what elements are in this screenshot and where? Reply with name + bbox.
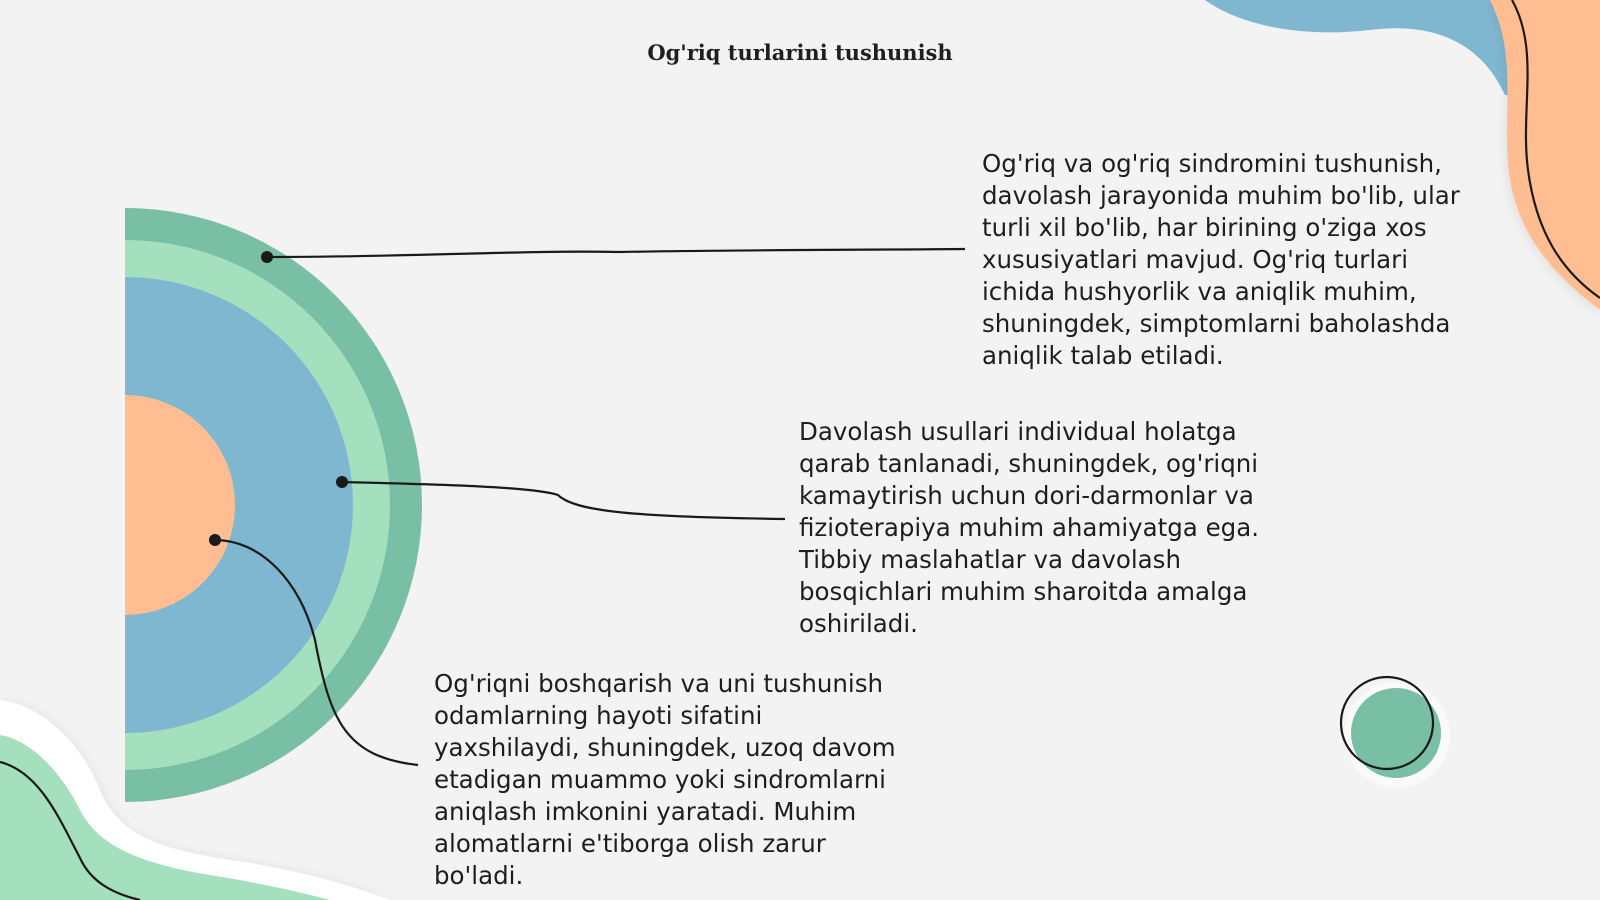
slide-title: Og'riq turlarini tushunish: [647, 40, 953, 65]
concentric-half-circles: [0, 208, 422, 802]
text-block-2: Davolash usullari individual holatga qarab tanlanadi, shuningdek, og'riqni kamaytirish uchun dori-darmonlar va fizioterapiya muhim ahamiyatga ega. Tibbiy maslahatlar va davolash bosqichlari muhim sharoitda amalga oshiriladi.: [799, 417, 1260, 638]
bottom-right-circle-decoration: [1341, 677, 1450, 788]
text-block-3: Og'riqni boshqarish va uni tushunish odamlarning hayoti sifatini yaxshilaydi, shuningdek, uzoq davom etadigan muammo yoki sindromlarni aniqlash imkonini yaratadi. Muhim alomatlarni e'tiborga olish zarur bo'ladi.: [434, 669, 896, 890]
connector-1: [261, 249, 965, 263]
text-block-1: Og'riq va og'riq sindromini tushunish, davolash jarayonida muhim bo'lib, ular turli xil bo'lib, har birining o'ziga xos xususiyatlari mavjud. Og'riq turlari ichida hushyorlik va aniqlik muhim, shuningdek, simptomlarni baholashda aniqlik talab etiladi.: [982, 149, 1460, 370]
